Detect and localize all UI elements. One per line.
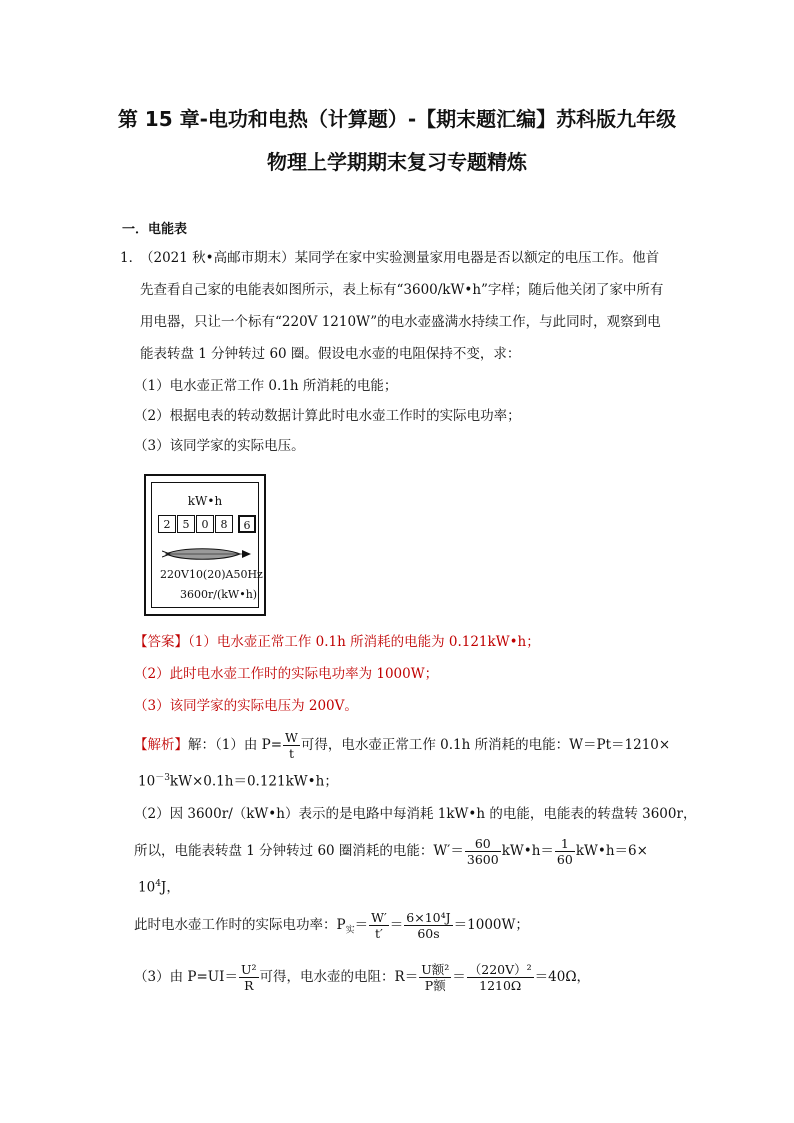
meter-rating-label: 220V10(20)A50Hz xyxy=(160,568,263,581)
meter-digit-decimal: 6 xyxy=(238,515,256,533)
question-line: 用电器，只让一个标有“220V 1210W”的电水壶盛满水持续工作，与此同时，观察到电 xyxy=(140,314,661,330)
meter-digit: 5 xyxy=(177,515,195,533)
answer-line xyxy=(134,632,540,652)
answer-line: （3）该同学家的实际电压为 200V。 xyxy=(134,698,358,714)
analysis-line-6: 此时电水壶工作时的实际电功率：$P_实=$ $\frac{W'}{t'}$ ＝ $\frac{\text{6×10⁴J}}{60s}$ ＝1000W； xyxy=(134,910,529,941)
analysis-line-1 xyxy=(134,730,670,761)
formula-fraction: $\frac{W}{t}$ xyxy=(285,730,298,761)
question-part: （2）根据电表的转动数据计算此时电水壶工作时的实际电功率； xyxy=(134,408,521,424)
analysis-text: 可得，电水壶正常工作 0.1h 所消耗的电能：W＝Pt＝1210× xyxy=(300,737,671,753)
question-line: 先查看自己家的电能表如图所示，表上标有“3600/kW•h”字样；随后他关闭了家中所有 xyxy=(140,282,664,298)
question-part: （3）该同学家的实际电压。 xyxy=(134,438,305,454)
formula-fraction: $\frac{60}{3600}$ xyxy=(466,836,499,867)
section-heading: 一．电能表 xyxy=(122,222,188,237)
answer-text: （1）电水壶正常工作 0.1h 所消耗的电能为 0.121kW•h； xyxy=(188,634,540,650)
document-title-line1: 第 15 章-电功和电热（计算题）-【期末题汇编】苏科版九年级 xyxy=(117,107,677,131)
analysis-label: 【解析】 xyxy=(134,737,188,753)
meter-face xyxy=(151,482,263,608)
meter-digit-row xyxy=(158,515,257,533)
analysis-line-7: （3）由 P=UI＝ $\frac{\text{U²}}{R}$ 可得，电水壶的电阻：R＝ $\frac{\text{U额²}}{\text{P额}}$ ＝ $\frac{\text{（220V）²}}{1210\Omega}$ ＝40Ω， xyxy=(134,962,591,993)
analysis-line-4: 所以，电能表转盘 1 分钟转过 60 圈消耗的电能：W′＝ $\frac{60}{3600}$ kW•h＝ $\frac{1}{60}$ kW•h＝6× xyxy=(134,836,648,867)
question-line: 能表转盘 1 分钟转过 60 圈。假设电水壶的电阻保持不变，求： xyxy=(140,346,521,362)
electric-meter-figure xyxy=(144,474,266,616)
question-line: （2021 秋•高邮市期末）某同学在家中实验测量家用电器是否以额定的电压工作。他首 xyxy=(140,250,660,266)
formula-fraction: $\frac{\text{U额²}}{\text{P额}}$ xyxy=(421,962,450,993)
analysis-line-2: $10^{-3}kW\times 0.1h=0.121kW•h$； xyxy=(138,773,338,790)
meter-digit: 0 xyxy=(196,515,214,533)
formula-fraction: $\frac{W'}{t'}$ xyxy=(371,910,387,941)
analysis-line-3: （2）因 3600r/（kW•h）表示的是电路中每消耗 1kW•h 的电能，电能表的转盘转 3600r， xyxy=(134,806,697,822)
meter-revolutions-label: 3600r/(kW•h) xyxy=(180,588,258,601)
meter-digit: 2 xyxy=(158,515,176,533)
answer-line: （2）此时电水壶工作时的实际电功率为 1000W； xyxy=(134,666,439,682)
meter-unit-label: kW•h xyxy=(187,494,223,508)
formula-fraction: $\frac{\text{6×10⁴J}}{60s}$ xyxy=(406,910,451,941)
document-title-line2: 物理上学期期末复习专题精炼 xyxy=(267,150,527,174)
analysis-line-5: $10^4J$， xyxy=(138,879,180,896)
question-part: （1）电水壶正常工作 0.1h 所消耗的电能； xyxy=(134,378,398,394)
formula-fraction: $\frac{\text{U²}}{R}$ xyxy=(241,962,257,993)
meter-digit: 8 xyxy=(215,515,233,533)
question-number: 1． xyxy=(120,250,143,266)
analysis-text: 解：（1）由 P= xyxy=(188,737,283,753)
meter-disk-arrow-icon xyxy=(162,546,252,562)
formula-fraction: $\frac{1}{60}$ xyxy=(556,836,573,867)
formula-fraction: $\frac{\text{（220V）²}}{1210\Omega}$ xyxy=(468,962,532,993)
answer-label: 【答案】 xyxy=(134,634,188,650)
